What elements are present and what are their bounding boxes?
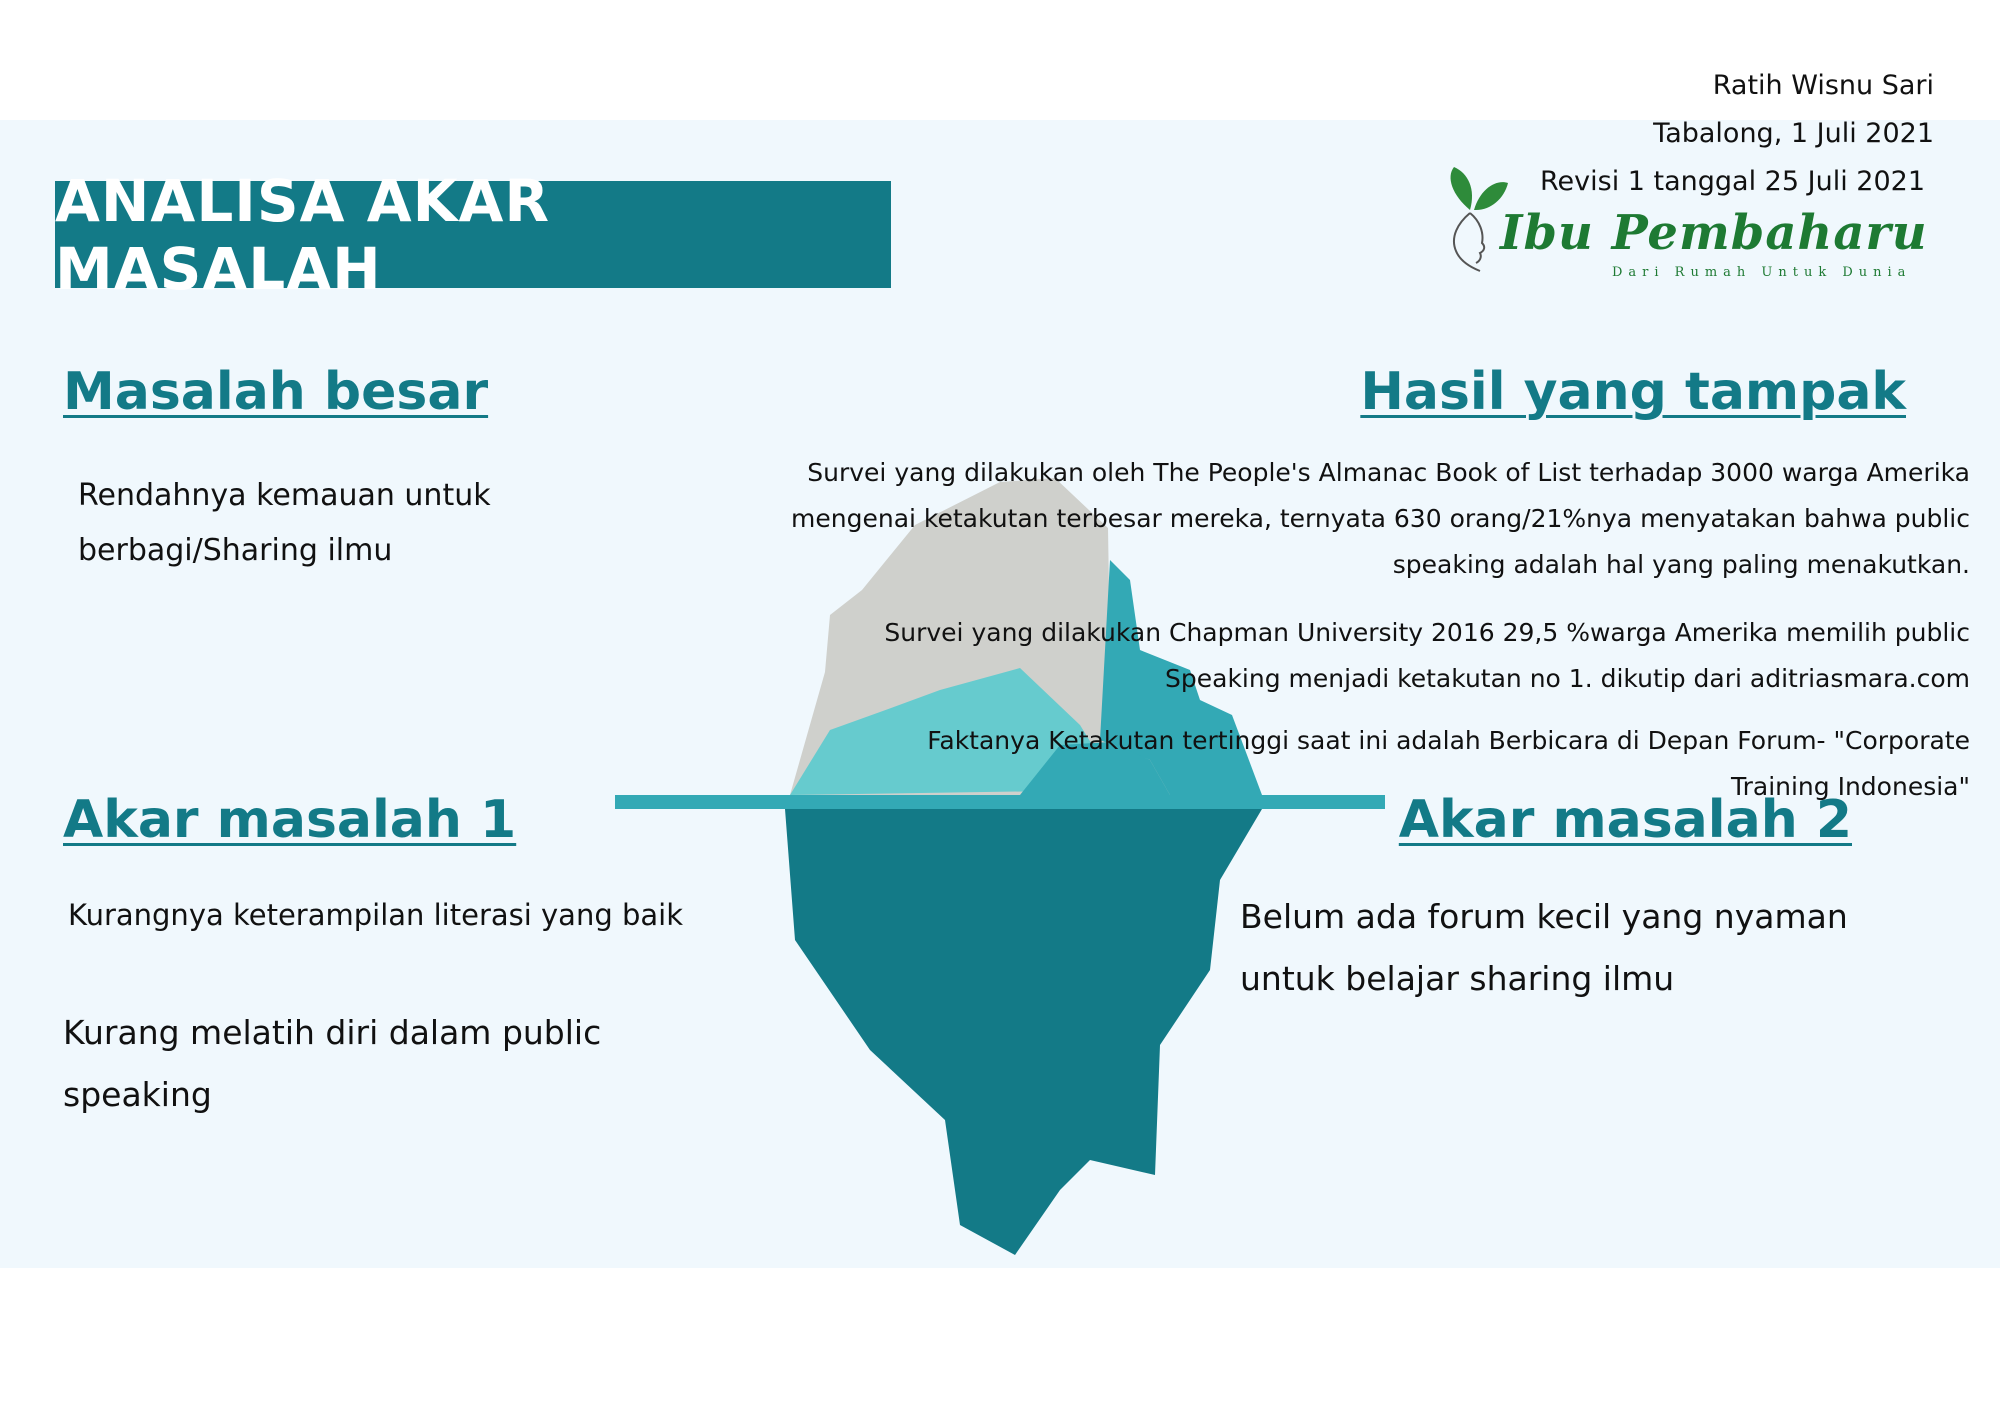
akar-masalah-2-text: Belum ada forum kecil yang nyaman untuk belajar sharing ilmu: [1240, 897, 1848, 998]
hasil-paragraph-1: Survei yang dilakukan oleh The People's Almanac Book of List terhadap 3000 warga Amerika mengenai ketakutan terbesar mereka, ternyata 630 orang/21%nya menyatakan bahwa public speaking adalah hal yang paling menakutkan.: [791, 458, 1970, 579]
hasil-paragraph-2: Survei yang dilakukan Chapman University 2016 29,5 %warga Amerika memilih public Speaking menjadi ketakutan no 1. dikutip dari aditriasmara.com: [884, 618, 1970, 693]
akar-masalah-1-item-2: Kurang melatih diri dalam public speaking: [63, 1013, 602, 1114]
title-banner: [55, 166, 891, 303]
author-revision: Revisi 1 tanggal 25 Juli 2021: [1539, 166, 1925, 197]
logo-tagline: Dari Rumah Untuk Dunia: [1612, 265, 1912, 280]
heading-masalah-besar: Masalah besar: [63, 362, 489, 422]
heading-akar-masalah-2: Akar masalah 2: [1398, 790, 1852, 850]
masalah-besar-text: Rendahnya kemauan untuk berbagi/Sharing ilmu: [78, 478, 491, 568]
logo-wordmark: Ibu Pembaharu: [1500, 205, 1928, 261]
hasil-paragraph-3: Faktanya Ketakutan tertinggi saat ini adalah Berbicara di Depan Forum- "Corporate Training Indonesia": [927, 726, 1970, 801]
iceberg-underwater: [785, 809, 1262, 1255]
author-place-date: Tabalong, 1 Juli 2021: [1653, 118, 1934, 149]
page-title: ANALISA AKAR MASALAH: [55, 166, 551, 303]
author-name: Ratih Wisnu Sari: [1712, 70, 1934, 101]
akar-masalah-1-item-1: Kurangnya keterampilan literasi yang baik: [68, 898, 683, 932]
ibu-pembaharu-logo: [1440, 165, 1928, 285]
heading-hasil-tampak: Hasil yang tampak: [1360, 362, 1906, 422]
heading-akar-masalah-1: Akar masalah 1: [63, 790, 517, 850]
